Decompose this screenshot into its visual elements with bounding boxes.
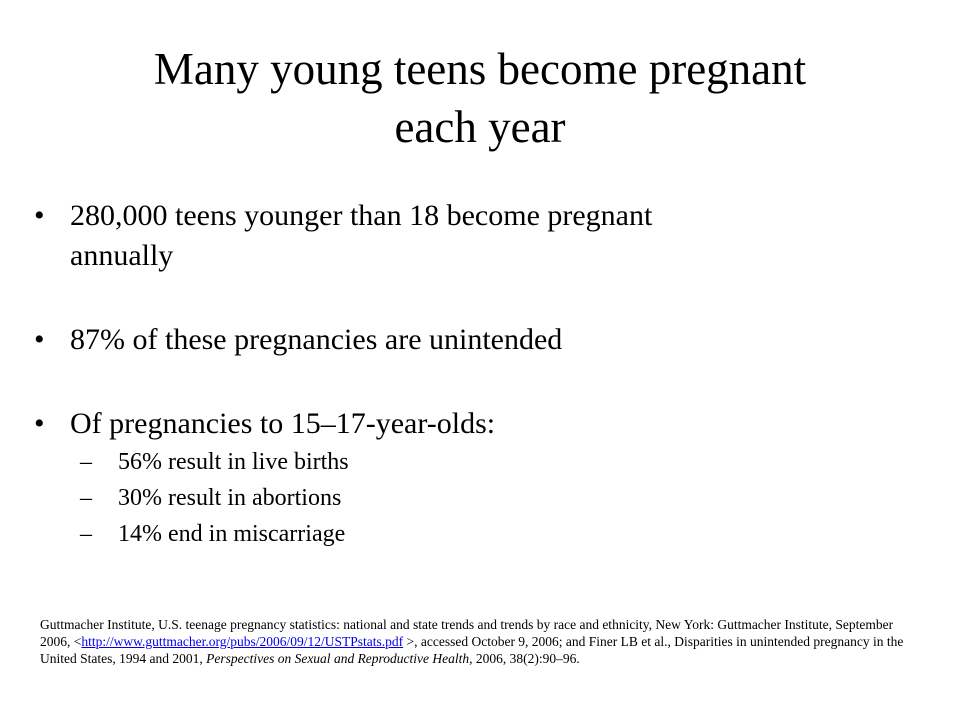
bullet-text: 87% of these pregnancies are unintended: [70, 323, 563, 356]
slide-title-line-2: each year: [394, 102, 566, 152]
citation-text-part-2: >, accessed October 9, 2006; and Finer LB et al., Disparities in unintended pregnancy in the United States, 1994 and 2001,: [40, 634, 904, 666]
bullet-text: Of pregnancies to 15–17-year-olds:: [70, 407, 496, 440]
bullet-text-line-1: 280,000 teens younger than 18 become pregnant: [70, 199, 653, 232]
bullet-dot-icon: •: [34, 323, 45, 356]
bullet-dot-icon: •: [34, 407, 45, 440]
bullet-item-teen-count: [0, 196, 960, 276]
sub-bullet-miscarriage: [70, 516, 890, 552]
bullet-dot-icon: •: [34, 199, 45, 232]
sub-bullet-text: 14% end in miscarriage: [118, 521, 346, 547]
citation-text-part-3: , 2006, 38(2):90–96.: [469, 651, 580, 666]
sub-bullet-text: 30% result in abortions: [118, 485, 342, 511]
bullet-item-unintended: [0, 320, 960, 360]
dash-icon: –: [80, 449, 92, 475]
citation-journal: Perspectives on Sexual and Reproductive Health: [206, 651, 470, 666]
sub-bullet-list: [70, 444, 890, 552]
dash-icon: –: [80, 521, 92, 547]
citation-footnote: [40, 616, 920, 667]
bullet-item-outcomes: [0, 404, 960, 552]
bullet-list: [0, 196, 960, 596]
dash-icon: –: [80, 485, 92, 511]
bullet-text-line-2: annually: [70, 239, 174, 272]
sub-bullet-abortions: [70, 480, 890, 516]
sub-bullet-text: 56% result in live births: [118, 449, 349, 475]
slide-title-line-1: Many young teens become pregnant: [153, 44, 807, 94]
sub-bullet-live-births: [70, 444, 890, 480]
citation-text-part-1: Guttmacher Institute, U.S. teenage pregnancy statistics: national and state trends and trends by race and ethnicity, New York: Guttmacher Institute, September 2006, <: [40, 617, 894, 649]
citation-link[interactable]: http://www.guttmacher.org/pubs/2006/09/12/USTPstats.pdf: [81, 634, 404, 649]
slide-title: [40, 40, 920, 156]
